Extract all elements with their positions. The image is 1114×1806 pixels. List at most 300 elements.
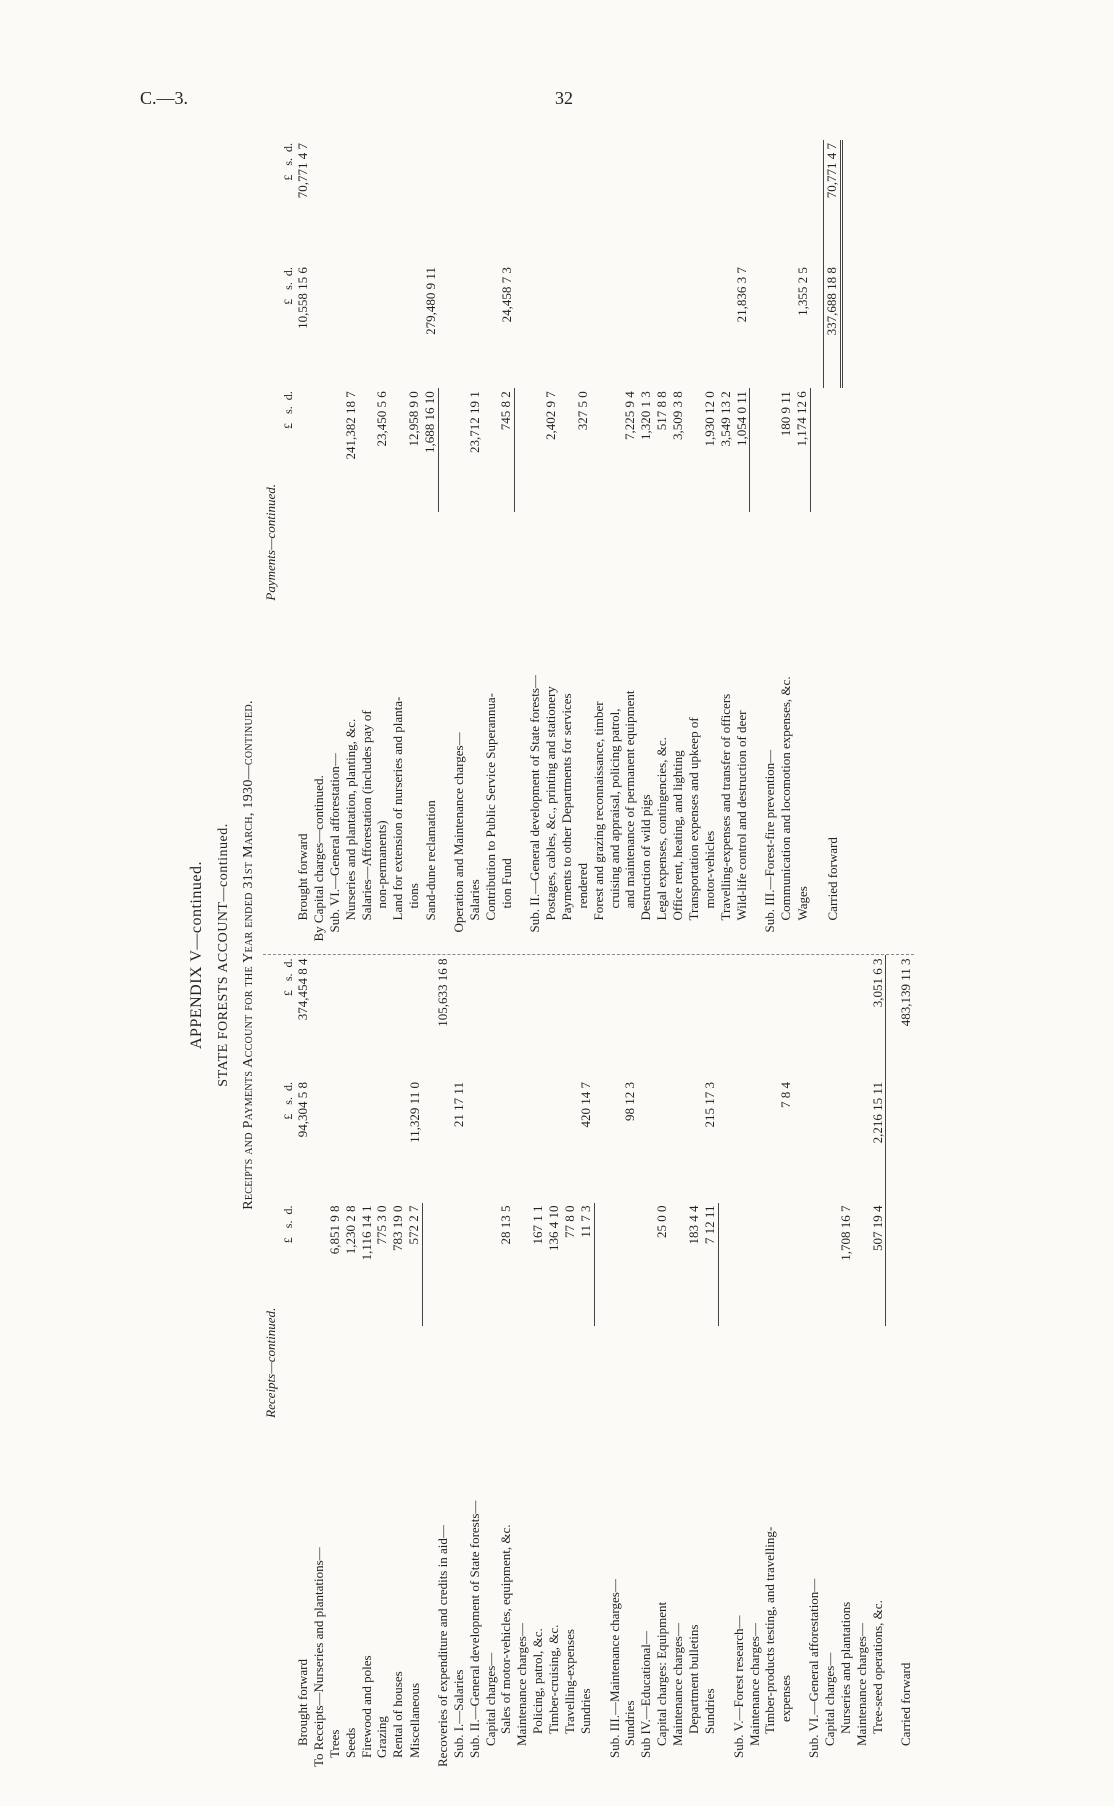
unit-shilling: s. bbox=[280, 1097, 295, 1105]
amount-c2 bbox=[898, 1079, 914, 1203]
amount-c1: 1,174 12 6 bbox=[794, 388, 810, 512]
row-label: Sundries bbox=[702, 1688, 718, 1734]
receipts-row bbox=[406, 956, 422, 1771]
amount-c3 bbox=[467, 956, 483, 1080]
amount-c2 bbox=[559, 264, 575, 388]
payments-column bbox=[263, 140, 915, 956]
amount-c2 bbox=[374, 264, 390, 388]
row-label: Department bulletins bbox=[685, 1624, 701, 1734]
receipts-heading: Receipts—continued. bbox=[262, 1307, 278, 1418]
amount-c3 bbox=[762, 140, 778, 264]
amount-c1 bbox=[327, 388, 343, 512]
amount-c3 bbox=[670, 140, 686, 264]
row-label: Salaries—Afforestation (includes pay of bbox=[358, 710, 374, 921]
amount-c3 bbox=[343, 140, 359, 264]
amount-c1 bbox=[822, 1203, 838, 1327]
amount-c2 bbox=[778, 264, 794, 388]
amount-c1 bbox=[591, 388, 607, 512]
amount-c2: 279,480 9 11 bbox=[422, 267, 438, 335]
receipts-column bbox=[263, 956, 915, 1771]
amount-c3 bbox=[607, 956, 623, 1080]
row-label: Forest and grazing reconnaissance, timber bbox=[590, 701, 606, 921]
row-label: Carried forward bbox=[825, 837, 841, 921]
payments-row bbox=[343, 140, 359, 945]
payments-table bbox=[281, 140, 843, 945]
receipts-row bbox=[854, 956, 870, 1771]
payments-row bbox=[327, 140, 343, 945]
row-label: Sub. VI.—General afforestation— bbox=[806, 1578, 822, 1758]
payments-row bbox=[406, 140, 422, 945]
spacer-row bbox=[438, 140, 451, 945]
amount-c3 bbox=[806, 956, 822, 1080]
receipts-row bbox=[822, 956, 838, 1771]
amount-c1 bbox=[514, 1203, 530, 1327]
amount-c3 bbox=[734, 140, 750, 264]
amount-c2 bbox=[483, 264, 499, 388]
amount-c3 bbox=[607, 140, 623, 264]
spacer-row bbox=[515, 140, 528, 945]
payments-heading: Payments—continued. bbox=[262, 483, 278, 601]
row-label: Rental of houses bbox=[390, 1671, 406, 1758]
amount-c3 bbox=[311, 140, 327, 264]
receipts-row bbox=[622, 956, 638, 1771]
row-label: Transportation expenses and upkeep of bbox=[685, 717, 701, 921]
payments-row bbox=[451, 140, 467, 945]
row-label: Sub IV.—Educational— bbox=[638, 1631, 654, 1758]
payments-row bbox=[374, 140, 390, 945]
receipts-row bbox=[670, 956, 686, 1771]
amount-c1 bbox=[686, 388, 702, 512]
amount-c2 bbox=[591, 264, 607, 388]
row-label: Capital charges: Equipment bbox=[654, 1601, 670, 1746]
payments-row bbox=[702, 140, 718, 945]
row-label: Maintenance charges— bbox=[670, 1623, 686, 1746]
amount-c1: 77 8 0 bbox=[561, 1205, 577, 1239]
receipts-row bbox=[838, 956, 854, 1771]
row-label: Capital charges— bbox=[821, 1652, 837, 1746]
unit-shilling: s. bbox=[280, 406, 295, 414]
amount-c2: 11,329 11 0 bbox=[406, 1082, 422, 1143]
row-label: Sundries bbox=[578, 1688, 594, 1734]
row-label: Legal expenses, contingencies, &c. bbox=[654, 737, 670, 921]
row-label: Timber-cruising, &c. bbox=[546, 1624, 562, 1734]
row-label: Sundries bbox=[622, 1700, 638, 1746]
spacer-row bbox=[594, 956, 607, 1771]
amount-c1 bbox=[898, 1203, 914, 1327]
amount-c3 bbox=[406, 140, 422, 264]
amount-c3 bbox=[359, 956, 375, 1080]
amount-c2: 94,304 5 8 bbox=[295, 1082, 311, 1138]
amount-c3 bbox=[638, 140, 654, 264]
amount-c1 bbox=[295, 388, 311, 512]
spacer-row bbox=[750, 140, 763, 945]
row-label: Operation and Maintenance charges— bbox=[450, 732, 466, 933]
unit-pound: £ bbox=[280, 298, 295, 305]
amount-c1 bbox=[806, 1203, 822, 1327]
amount-c1: 23,450 5 6 bbox=[374, 391, 390, 447]
row-label: rendered bbox=[574, 863, 590, 909]
amount-c3 bbox=[778, 956, 794, 1080]
receipts-row bbox=[530, 956, 546, 1771]
amount-c3 bbox=[731, 956, 747, 1080]
amount-c1: 136 4 10 bbox=[546, 1205, 562, 1252]
amount-c3 bbox=[778, 140, 794, 264]
amount-c1 bbox=[778, 1203, 794, 1327]
amount-c1 bbox=[854, 1203, 870, 1327]
amount-c2: 2,216 15 11 bbox=[870, 1079, 886, 1203]
payments-row bbox=[575, 140, 591, 945]
spacer-row bbox=[718, 956, 731, 1771]
row-label: Seeds bbox=[342, 1727, 358, 1758]
amount-c1: 327 5 0 bbox=[574, 391, 590, 431]
amount-c2 bbox=[638, 1079, 654, 1203]
payments-row bbox=[591, 140, 607, 945]
receipts-row bbox=[806, 956, 822, 1771]
amount-c3 bbox=[327, 956, 343, 1080]
row-label: Sub. V.—Forest research— bbox=[730, 1615, 746, 1758]
amount-c1 bbox=[451, 388, 467, 512]
row-label: By Capital charges—continued. bbox=[311, 775, 327, 942]
amount-c2 bbox=[359, 1079, 375, 1203]
amount-c2 bbox=[374, 1079, 390, 1203]
amount-c3 bbox=[327, 140, 343, 264]
row-label: Tree-seed operations, &c. bbox=[870, 1600, 886, 1734]
spacer-row bbox=[794, 956, 806, 1771]
amount-c1: 2,402 9 7 bbox=[543, 391, 559, 441]
amount-c2 bbox=[359, 264, 375, 388]
unit-shilling: s. bbox=[280, 1220, 295, 1229]
payments-row bbox=[638, 140, 654, 945]
row-label: Sub. III.—Forest-fire prevention— bbox=[762, 749, 778, 933]
amount-c2: 24,458 7 3 bbox=[498, 267, 514, 323]
amount-c3 bbox=[422, 140, 438, 264]
unit-pence: d. bbox=[280, 391, 295, 401]
amount-c1: 7,225 9 4 bbox=[622, 391, 638, 441]
unit-shilling: s. bbox=[280, 973, 295, 982]
row-label: Destruction of wild pigs bbox=[638, 794, 654, 921]
payments-row bbox=[543, 140, 559, 945]
amount-c3 bbox=[747, 956, 763, 1080]
receipts-units-col2 bbox=[281, 1079, 296, 1203]
amount-c1: 1,116 14 1 bbox=[358, 1205, 374, 1261]
amount-c3 bbox=[546, 956, 562, 1080]
amount-c2: 21 17 11 bbox=[450, 1082, 466, 1128]
row-label: Sub. II.—General development of State forests— bbox=[466, 1500, 482, 1758]
receipts-row bbox=[578, 956, 594, 1771]
unit-pound: £ bbox=[280, 1113, 295, 1120]
payments-units-col2 bbox=[281, 264, 296, 388]
row-label: Wages bbox=[794, 886, 810, 921]
amount-c2 bbox=[670, 1079, 686, 1203]
unit-pence: d. bbox=[280, 1082, 295, 1092]
amount-c1 bbox=[823, 388, 841, 512]
receipts-row bbox=[607, 956, 623, 1771]
amount-c2 bbox=[530, 1079, 546, 1203]
amount-c2 bbox=[607, 1079, 623, 1203]
row-label: Maintenance charges— bbox=[746, 1623, 762, 1746]
amount-c1: 3,549 13 2 bbox=[717, 391, 733, 447]
amount-c2 bbox=[575, 264, 591, 388]
amount-c3 bbox=[483, 956, 499, 1080]
amount-c2 bbox=[467, 264, 483, 388]
receipts-units-col1 bbox=[281, 1203, 296, 1327]
amount-c2 bbox=[527, 264, 543, 388]
amount-c2 bbox=[562, 1079, 578, 1203]
amount-c1: 7 12 11 bbox=[702, 1203, 718, 1327]
amount-c3 bbox=[822, 956, 838, 1080]
account-title: STATE FORESTS ACCOUNT—continued. bbox=[215, 823, 231, 1087]
row-label: Maintenance charges— bbox=[514, 1623, 530, 1746]
amount-c2 bbox=[607, 264, 623, 388]
amount-c3 bbox=[686, 140, 702, 264]
amount-c1 bbox=[731, 1203, 747, 1327]
amount-c2 bbox=[483, 1079, 499, 1203]
amount-c1: 1,708 16 7 bbox=[837, 1205, 853, 1261]
payments-rows bbox=[295, 140, 841, 945]
amount-c1: 6,851 9 8 bbox=[326, 1205, 342, 1255]
amount-c1 bbox=[747, 1203, 763, 1327]
amount-c3 bbox=[559, 140, 575, 264]
payments-units-row bbox=[281, 140, 296, 945]
row-label: Sub. II.—General development of State forests— bbox=[527, 675, 543, 933]
amount-c2 bbox=[670, 264, 686, 388]
row-label: Policing, patrol, &c. bbox=[530, 1628, 546, 1734]
amount-c2: 215 17 3 bbox=[702, 1082, 718, 1128]
row-label: Trees bbox=[326, 1729, 342, 1758]
row-label: Postages, cables, &c., printing and stationery bbox=[543, 686, 559, 921]
unit-pence: d. bbox=[280, 958, 295, 968]
amount-c2 bbox=[435, 1079, 451, 1203]
amount-c1: 1,688 16 10 bbox=[422, 388, 438, 512]
receipts-row bbox=[546, 956, 562, 1771]
amount-c3: 105,633 16 8 bbox=[435, 958, 451, 1027]
report-code: C.—3. bbox=[140, 88, 189, 108]
amount-c2 bbox=[546, 1079, 562, 1203]
row-label: Firewood and poles bbox=[358, 1655, 374, 1758]
receipts-row bbox=[562, 956, 578, 1771]
amount-c2 bbox=[311, 264, 327, 388]
receipts-row bbox=[638, 956, 654, 1771]
row-label: Sand-dune reclamation bbox=[422, 800, 438, 921]
amount-c3 bbox=[374, 140, 390, 264]
receipts-row bbox=[390, 956, 406, 1771]
amount-c2 bbox=[390, 1079, 406, 1203]
amount-c1: 1,054 0 11 bbox=[734, 388, 750, 512]
receipts-row bbox=[435, 956, 451, 1771]
unit-pound: £ bbox=[280, 174, 295, 181]
row-label: To Receipts—Nurseries and plantations— bbox=[311, 1547, 327, 1767]
amount-c2 bbox=[702, 264, 718, 388]
row-label: Nurseries and plantation, planting, &c. bbox=[342, 718, 358, 921]
receipts-rows bbox=[295, 956, 914, 1771]
amount-c2 bbox=[343, 1079, 359, 1203]
row-label: Wild-life control and destruction of deer bbox=[734, 710, 749, 921]
amount-c3 bbox=[467, 140, 483, 264]
row-label: non-permanents) bbox=[374, 820, 390, 909]
receipts-units-row bbox=[281, 956, 296, 1771]
payments-row bbox=[654, 140, 670, 945]
row-label: motor-vehicles bbox=[701, 830, 717, 909]
receipts-row bbox=[747, 956, 763, 1771]
amount-c3 bbox=[514, 956, 530, 1080]
amount-c3 bbox=[638, 956, 654, 1080]
row-label: Sub. I.—Salaries bbox=[450, 1669, 466, 1758]
amount-c2 bbox=[654, 1079, 670, 1203]
amount-c3 bbox=[838, 956, 854, 1080]
spacer-row bbox=[810, 140, 823, 945]
payments-row bbox=[422, 140, 438, 945]
receipts-row bbox=[359, 956, 375, 1771]
amount-c2 bbox=[622, 264, 638, 388]
amount-c2: 420 14 7 bbox=[578, 1082, 594, 1128]
unit-shilling: s. bbox=[280, 158, 295, 166]
amount-c1: 23,712 19 1 bbox=[466, 391, 482, 454]
amount-c1: 1,930 12 0 bbox=[701, 391, 717, 447]
amount-c2 bbox=[762, 1079, 778, 1203]
amount-c1 bbox=[359, 388, 375, 512]
amount-c1 bbox=[670, 1203, 686, 1327]
amount-c1: 507 19 4 bbox=[870, 1203, 886, 1327]
amount-c1 bbox=[559, 388, 575, 512]
payments-row bbox=[359, 140, 375, 945]
receipts-row bbox=[451, 956, 467, 1771]
row-label: Sales of motor-vehicles, equipment, &c. bbox=[498, 1524, 514, 1734]
amount-c1 bbox=[311, 388, 327, 512]
amount-c1: 241,382 18 7 bbox=[342, 391, 358, 460]
amount-c3 bbox=[794, 140, 810, 264]
row-label: Travelling-expenses and transfer of officers bbox=[717, 693, 733, 921]
unit-shilling: s. bbox=[280, 282, 295, 290]
amount-c1: 775 3 0 bbox=[374, 1205, 390, 1245]
amount-c2 bbox=[718, 264, 734, 388]
receipts-row bbox=[778, 956, 794, 1771]
amount-c3 bbox=[622, 140, 638, 264]
amount-c3 bbox=[854, 956, 870, 1080]
payments-units-col1 bbox=[281, 388, 296, 512]
amount-c2 bbox=[467, 1079, 483, 1203]
amount-c1 bbox=[622, 1203, 638, 1327]
payments-row bbox=[734, 140, 750, 945]
receipts-row bbox=[343, 956, 359, 1771]
row-label: Salaries bbox=[466, 879, 482, 921]
payments-row bbox=[794, 140, 810, 945]
row-label: Contribution to Public Service Superannua- bbox=[482, 693, 498, 921]
row-label: Grazing bbox=[374, 1716, 390, 1758]
row-label: Carried forward bbox=[898, 1662, 914, 1746]
amount-c2 bbox=[327, 1079, 343, 1203]
amount-c2: 10,558 15 6 bbox=[295, 267, 311, 329]
row-label: Brought forward bbox=[295, 1658, 311, 1746]
row-label: Timber-products testing, and travelling- bbox=[762, 1526, 778, 1734]
row-label: Brought forward bbox=[295, 833, 311, 921]
amount-c2 bbox=[806, 1079, 822, 1203]
amount-c3: 70,771 4 7 bbox=[295, 143, 311, 199]
amount-c3 bbox=[654, 956, 670, 1080]
row-label: Land for extension of nurseries and planta- bbox=[390, 696, 406, 921]
amount-c1 bbox=[762, 388, 778, 512]
receipts-row bbox=[870, 956, 886, 1771]
receipts-row bbox=[654, 956, 670, 1771]
payments-row bbox=[778, 140, 794, 945]
unit-pence: d. bbox=[280, 1205, 295, 1215]
amount-c1: 183 4 4 bbox=[685, 1205, 701, 1245]
amount-c3 bbox=[718, 140, 734, 264]
spacer-row bbox=[423, 956, 436, 1771]
row-label: Maintenance charges— bbox=[853, 1623, 869, 1746]
row-label: Sub. III.—Maintenance charges— bbox=[606, 1579, 622, 1758]
receipts-units-col3 bbox=[281, 956, 296, 1080]
amount-c3 bbox=[762, 956, 778, 1080]
payments-row bbox=[390, 140, 406, 945]
receipts-row bbox=[731, 956, 747, 1771]
amount-c3 bbox=[543, 140, 559, 264]
amount-c1 bbox=[467, 1203, 483, 1327]
page-number: 32 bbox=[555, 88, 573, 108]
amount-c3: 3,051 6 3 bbox=[870, 956, 886, 1080]
amount-c2 bbox=[451, 264, 467, 388]
amount-c2 bbox=[543, 264, 559, 388]
amount-c1: 11 7 3 bbox=[578, 1203, 594, 1327]
payments-row bbox=[311, 140, 327, 945]
receipts-row bbox=[686, 956, 702, 1771]
appendix-title: APPENDIX V—continued. bbox=[188, 861, 205, 1049]
amount-c2 bbox=[343, 264, 359, 388]
amount-c2: 98 12 3 bbox=[622, 1082, 638, 1122]
receipts-row bbox=[467, 956, 483, 1771]
amount-c3 bbox=[374, 956, 390, 1080]
amount-c3 bbox=[575, 140, 591, 264]
unit-pence: d. bbox=[280, 267, 295, 277]
row-label: Miscellaneous bbox=[406, 1682, 422, 1758]
row-label: Office rent, heating, and lighting bbox=[670, 750, 686, 921]
amount-c3 bbox=[562, 956, 578, 1080]
rotated-page-content bbox=[185, 140, 1045, 1770]
amount-c1: 25 0 0 bbox=[654, 1205, 670, 1239]
unit-pound: £ bbox=[280, 990, 295, 997]
statement-title: Receipts and Payments Account for the Year ended 31st March, 1930—continued. bbox=[240, 700, 256, 1210]
receipts-row bbox=[514, 956, 530, 1771]
amount-c1: 167 1 1 bbox=[530, 1205, 546, 1245]
amount-c1: 572 2 7 bbox=[406, 1203, 422, 1327]
payments-units-col3 bbox=[281, 140, 296, 264]
amount-c3 bbox=[530, 956, 546, 1080]
row-label: Sub. VI.—General afforestation— bbox=[326, 753, 342, 933]
amount-c1 bbox=[762, 1203, 778, 1327]
amount-c2 bbox=[838, 1079, 854, 1203]
payments-row bbox=[295, 140, 311, 945]
amount-c3 bbox=[654, 140, 670, 264]
spacer-row bbox=[886, 956, 899, 1771]
payments-row bbox=[686, 140, 702, 945]
amount-c3 bbox=[702, 956, 718, 1080]
payments-row bbox=[607, 140, 623, 945]
row-label: tion Fund bbox=[498, 858, 514, 909]
unit-pound: £ bbox=[280, 422, 295, 429]
amount-c1 bbox=[451, 1203, 467, 1327]
row-label: expenses bbox=[778, 1675, 794, 1722]
amount-c2: 337,688 18 8 bbox=[823, 264, 841, 388]
amount-c1 bbox=[435, 1203, 451, 1327]
row-label: Communication and locomotion expenses, &c. bbox=[778, 676, 794, 921]
receipts-row bbox=[898, 956, 914, 1771]
amount-c3 bbox=[406, 956, 422, 1080]
amount-c1: 3,509 3 8 bbox=[670, 391, 686, 441]
receipts-row bbox=[295, 956, 311, 1771]
unit-pound: £ bbox=[280, 1237, 295, 1244]
row-label: Capital charges— bbox=[482, 1652, 498, 1746]
amount-c3 bbox=[527, 140, 543, 264]
receipts-row bbox=[311, 956, 327, 1771]
